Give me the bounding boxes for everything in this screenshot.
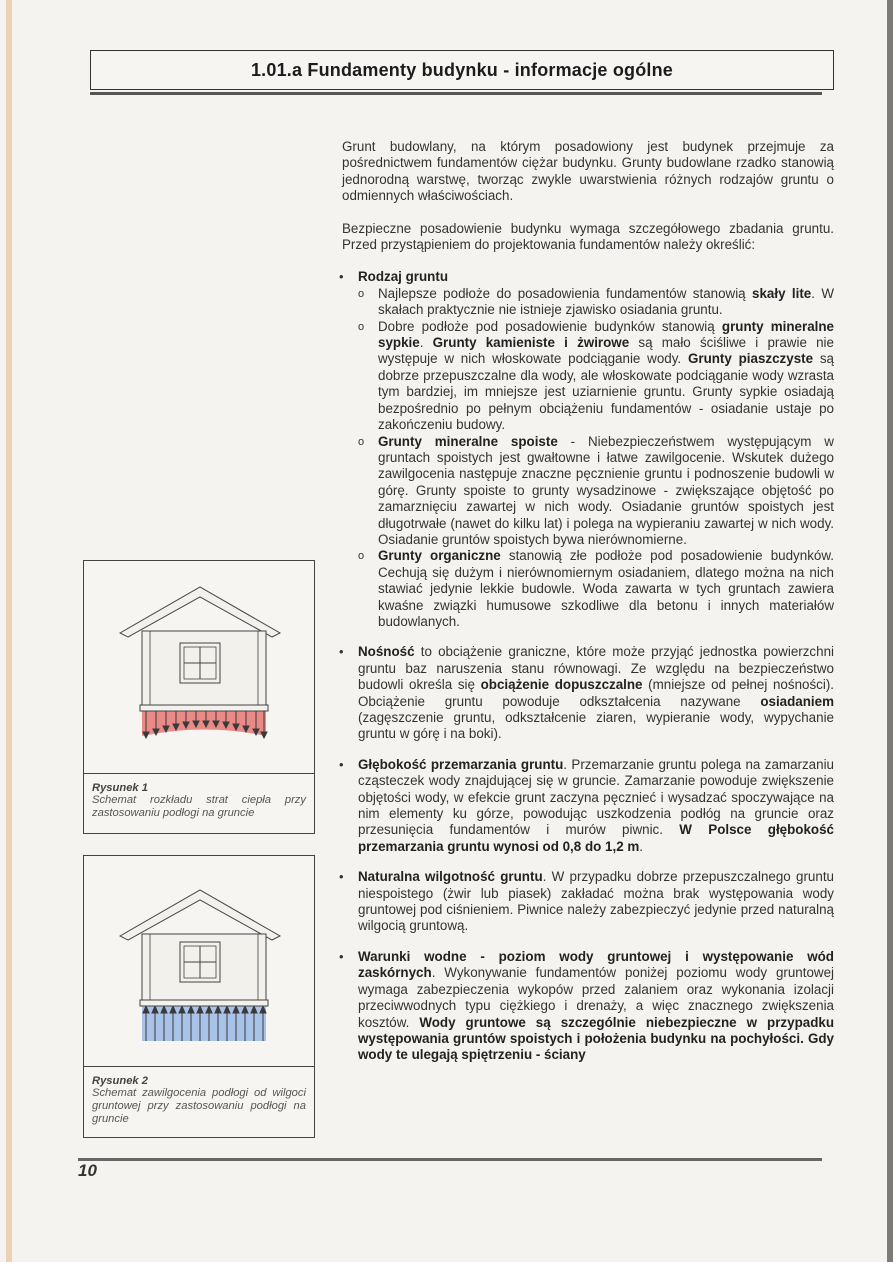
house-moisture-diagram — [84, 856, 316, 1066]
bold-text: Grunty kamieniste i żwirowe — [432, 335, 630, 351]
subitem-organic-soils — [358, 548, 834, 630]
text: są dobrze przepuszczalne dla wody, ale włoskowate podciąganie wody wzrasta tym bardziej, im mniejsze jest uziarnienie gruntu. Grunty sypkie osiadają bezpośrednio po pełnym obciążeniu fundamentów - osiadanie ustaje po zakończeniu budowy. — [378, 351, 834, 433]
house-roof — [120, 587, 280, 637]
bold-text: osiadaniem — [760, 693, 834, 709]
floor-slab — [140, 1000, 268, 1006]
bold-text: Grunty organiczne — [378, 548, 501, 564]
bold-text: Warunki wodne - poziom wody gruntowej i występowanie wód zaskórnych — [358, 948, 834, 981]
page-title: 1.01.a Fundamenty budynku - informacje ogólne — [250, 60, 674, 80]
page-edge-left — [6, 0, 12, 1262]
list-item-moisture — [342, 869, 834, 935]
text: Najlepsze podłoże do posadowienia fundamentów stanowią — [378, 285, 753, 301]
text: . W przypadku dobrze przepuszczalnego gruntu niespoistego (żwir lub piasek) zakładać można brak występowania wody gruntowej pod ciśnieniem. Piwnice należy zabezpieczyć jedynie przed naturalną wilgocią gruntową. — [358, 869, 834, 934]
list-item-capacity — [342, 644, 834, 742]
text: Dobre podłoże pod posadowienie budynków stanowią — [378, 318, 722, 334]
text: (zagęszczenie gruntu, odkształcenie ziaren, wypieranie wody, wypychanie gruntu w górę i na boki). — [358, 710, 834, 742]
intro-paragraph-1: Grunt budowlany, na którym posadowiony jest budynek przejmuje za pośrednictwem fundamentów ciężar budynku. Grunty budowlane rzadko stanowią jednorodną warstwę, tworząc zwykle uwarstwienia różnych rodzajów gruntu o odmiennych właściwościach. — [342, 139, 834, 204]
figure-2 — [83, 855, 315, 1138]
figure-1-description: Schemat rozkładu strat ciepła przy zastosowaniu podłogi na gruncie — [92, 794, 306, 820]
bold-text: Grunty mineralne spoiste — [378, 433, 558, 449]
text: są mało ściśliwe i prawie nie występuje w nich włoskowate podciąganie wody. — [378, 335, 834, 367]
floor-slab — [140, 705, 268, 711]
footer-rule — [78, 1158, 822, 1161]
list-item-frost-depth — [342, 757, 834, 855]
bold-text: Grunty piaszczyste — [687, 351, 814, 367]
main-content — [342, 139, 834, 1078]
text: to obciążenie graniczne, które może przyjąć jednostka powierzchni gruntu baz naruszenia stanu równowagi. Ze względu na bezpieczeństwo budowli określa się — [358, 644, 834, 693]
bold-text: grunty mineralne sypkie — [378, 318, 834, 351]
figure-2-title: Rysunek 2 — [92, 1075, 148, 1087]
subitem-cohesive-soils — [358, 434, 834, 549]
bold-text: skały lite — [752, 285, 812, 301]
list-item-water-conditions — [342, 949, 834, 1064]
house-roof — [120, 890, 280, 940]
house-walls — [142, 631, 266, 705]
figure-1-caption — [84, 773, 314, 820]
intro-paragraph-2: Bezpieczne posadowienie budynku wymaga szczegółowego zbadania gruntu. Przed przystąpieniem do projektowania fundamentów należy określić: — [342, 220, 834, 253]
bold-text: Naturalna wilgotność gruntu — [358, 869, 543, 885]
house-heat-loss-diagram — [84, 561, 316, 773]
figure-2-description: Schemat zawilgocenia podłogi od wilgoci gruntowej przy zastosowaniu podłogi na gruncie — [92, 1087, 306, 1126]
text: stanowią złe podłoże pod posadowienie budynków. Cechują się dużym i nierównomiernym osiadaniem, dlatego można na nich stawiać jedynie lekkie budowle. Woda zawarta w tych gruntach zawiera kwaśne związki humusowe szkodliwe dla betonu i innych materiałów budowlanych. — [378, 548, 834, 629]
text: . W skałach praktycznie nie istnieje zjawisko osiadania gruntu. — [378, 285, 835, 318]
text: - Niebezpieczeństwem występującym w gruntach spoistych jest gwałtowne i łatwe zawilgocenie. Wskutek dużego zawilgocenia następuje znaczne pęcznienie gruntu i podnoszenie budowli w górę. Grunty spoiste to grunty wysadzinowe - zwiększające objętość po zamarznięciu zawartej w nich wody. Osiadanie gruntów spoistych jest długotrwałe (nawet do kilku lat) i polega na wypieraniu zawartej w nich wody. Osiadanie gruntów spoistych bywa nierównomierne. — [378, 433, 834, 547]
soil-type-heading: Rodzaj gruntu — [358, 269, 449, 285]
text: . — [639, 838, 643, 854]
text: . Wykonywanie fundamentów poniżej poziomu wody gruntowej wymaga zabezpieczenia wykopów przed zalaniem oraz wykonania izolacji przeciwwodnych typu ciężkiego i drenaży, a więc znacznego zwiększenia kosztów. — [358, 965, 834, 1030]
bold-text: W Polsce głębokość przemarzania gruntu wynosi od 0,8 do 1,2 m — [358, 822, 834, 854]
subitem-rock — [358, 286, 834, 319]
figure-1-title: Rysunek 1 — [92, 782, 148, 794]
subitem-loose-soils — [358, 319, 834, 434]
bold-text: obciążenie dopuszczalne — [480, 677, 643, 693]
text: (mniejsze od pełnej nośności). Obciążenie gruntu powoduje odkształcenia nazywane — [358, 677, 835, 709]
page-edge-right — [887, 0, 893, 1262]
bold-text: Głębokość przemarzania gruntu — [358, 756, 564, 772]
bold-text: Nośność — [358, 644, 415, 660]
criteria-list — [342, 269, 834, 1063]
figure-2-caption — [84, 1066, 314, 1127]
text: . — [419, 335, 433, 351]
list-item-soil-type — [342, 269, 834, 630]
title-rule — [90, 92, 822, 95]
soil-subtypes — [358, 286, 834, 631]
house-walls — [142, 934, 266, 1000]
figure-1 — [83, 560, 315, 834]
page-number: 10 — [78, 1161, 97, 1180]
title-box — [90, 50, 834, 90]
text: . Przemarzanie gruntu polega na zamarzaniu cząsteczek wody znajdującej się w gruncie. Zamarzanie powoduje zwiększenie objętości wody, w efekcie grunt zaczyna pęcznieć i wysadzać spoczywające na nim elementy ku górze, powodując uszkodzenia podłóg na gruncie oraz przesunięcia fundamentów i murów piwnic. — [358, 756, 834, 838]
bold-text: Wody gruntowe są szczególnie niebezpieczne w przypadku występowania gruntów spoistych i położenia budynku na pochyłości. Gdy wody te ulegają spiętrzeniu - ściany — [358, 1014, 835, 1063]
